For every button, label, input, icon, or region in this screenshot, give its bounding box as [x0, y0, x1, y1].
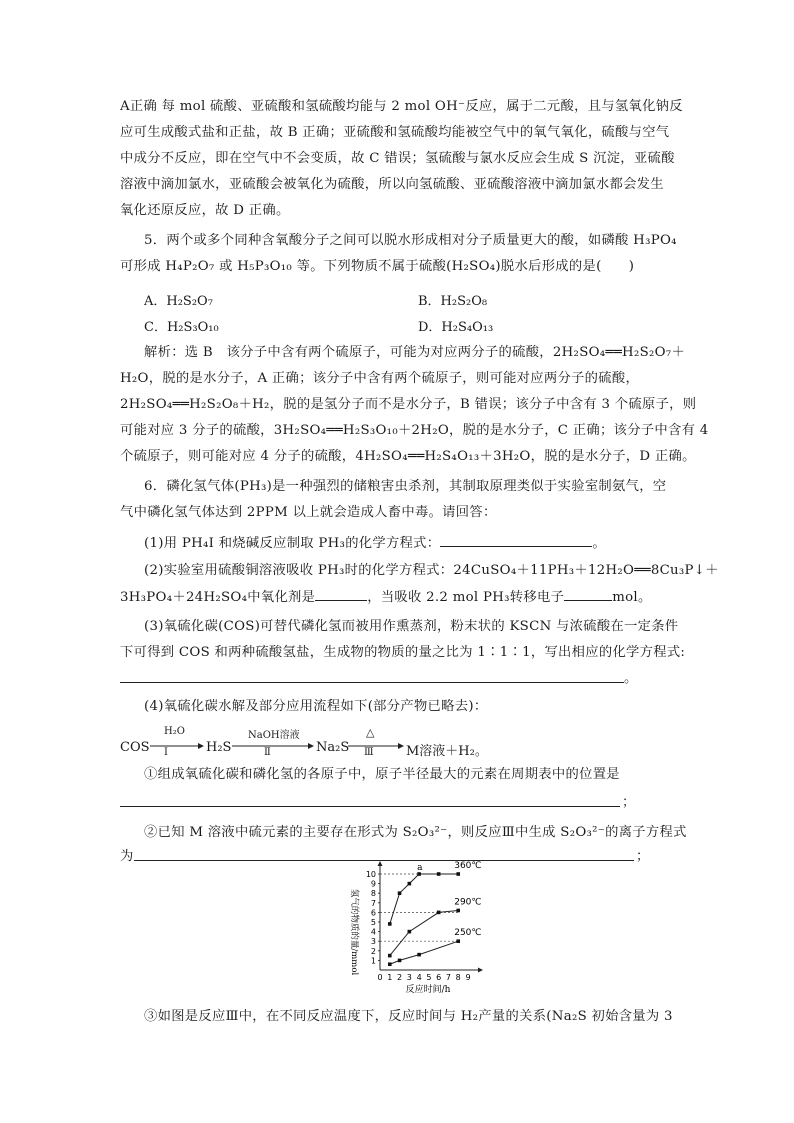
- answer-line[interactable]: [120, 806, 620, 807]
- paragraph-line: 应可生成酸式盐和正盐，故 B 正确；亚硫酸和氢硫酸均能被空气中的氧气氧化，硫酸与空气: [120, 125, 670, 140]
- punct: ；: [636, 849, 650, 864]
- sub-question-1: [144, 534, 704, 552]
- paragraph-line: 中成分不反应，即在空气中不会变质，故 C 错误；氢硫酸与氯水反应会生成 S 沉淀，亚硫酸: [120, 151, 675, 166]
- flow-intermediate-1: H₂S: [206, 740, 232, 755]
- y-tick-label: 1: [370, 956, 376, 966]
- x-tick-label: 0: [377, 973, 383, 982]
- answer-blank[interactable]: [315, 588, 367, 601]
- x-tick-label: 2: [397, 973, 403, 982]
- sub-question-2-line2: [120, 588, 680, 606]
- answer-line[interactable]: [134, 860, 634, 861]
- sub-question-3: (3)氧硫化碳(COS)可替代磷化氢而被用作熏蒸剂，粉末状的 KSCN 与浓硫酸在一定条件: [144, 619, 679, 634]
- data-point: [456, 872, 460, 876]
- option-d: D．H₂S₄O₁₃: [418, 320, 494, 335]
- data-point: [408, 882, 412, 886]
- y-tick-label: 8: [370, 889, 376, 899]
- data-point: [417, 953, 421, 957]
- option-c: C．H₂S₃O₁₀: [144, 320, 219, 335]
- option-b: B．H₂S₂O₈: [418, 294, 488, 309]
- y-tick-label: 6: [370, 908, 376, 918]
- sub-question-1-text: (1)用 PH₄I 和烧碱反应制取 PH₃的化学方程式：: [144, 536, 441, 551]
- text: 3H₃PO₄＋24H₂SO₄中氧化剂是: [120, 590, 316, 605]
- sub-item-1: ①组成氧硫化碳和磷化氢的各原子中，原子半径最大的元素在周期表中的位置是: [144, 767, 620, 782]
- step1-reagent: H₂O: [164, 726, 185, 737]
- option-a: A．H₂S₂O₇: [144, 294, 213, 309]
- step1-label: Ⅰ: [164, 747, 168, 758]
- x-tick-label: 5: [426, 973, 432, 982]
- chart-svg: [340, 861, 500, 1000]
- y-tick-label: 7: [370, 898, 376, 908]
- flow-intermediate-2: Na₂S: [316, 740, 350, 755]
- sub-item-2-line2: 为: [120, 849, 134, 864]
- data-point: [388, 922, 392, 926]
- step2-label: Ⅱ: [264, 747, 271, 758]
- x-tick-label: 9: [465, 973, 471, 982]
- answer-blank[interactable]: [564, 588, 612, 601]
- paragraph-line: 氧化还原反应，故 D 正确。: [120, 203, 290, 218]
- analysis-line: H₂O，脱的是水分子，A 正确；该分子中含有两个硫原子，则可能对应两分子的硫酸，: [120, 371, 640, 386]
- process-flow: [120, 728, 600, 758]
- heat-icon: △: [366, 726, 375, 739]
- point-annotation: a: [417, 863, 423, 873]
- sub-item-3: ③如图是反应Ⅲ中，在不同反应温度下，反应时间与 H₂产量的关系(Na₂S 初始含量为 3: [144, 1009, 673, 1024]
- sub-item-2: ②已知 M 溶液中硫元素的主要存在形式为 S₂O₃²⁻，则反应Ⅲ中生成 S₂O₃²⁻的离子方程式: [144, 825, 687, 840]
- data-point: [398, 959, 402, 963]
- y-tick-label: 9: [370, 879, 376, 889]
- sub-question-3: 下可得到 COS 和两种硫酸氢盐，生成物的物质的量之比为 1∶1∶1，写出相应的化学方程式:: [120, 645, 686, 660]
- answer-blank[interactable]: [440, 534, 592, 547]
- data-point: [456, 939, 460, 943]
- data-point: [398, 891, 402, 895]
- question-6-stem: 6．磷化氢气体(PH₃)是一种强烈的储粮害虫杀剂，其制取原理类似于实验室制氨气，空: [144, 479, 667, 494]
- x-tick-label: 7: [445, 973, 451, 982]
- series-line: [390, 874, 458, 924]
- data-point: [388, 954, 392, 958]
- data-point: [456, 909, 460, 913]
- sub-question-4: (4)氧硫化碳水解及部分应用流程如下(部分产物已略去)：: [144, 699, 488, 714]
- series-line: [390, 910, 458, 955]
- data-point: [437, 911, 441, 915]
- step3-label: Ⅲ: [364, 747, 374, 758]
- text: ，当吸收 2.2 mol PH₃转移电子: [367, 590, 565, 605]
- x-tick-label: 4: [416, 973, 422, 982]
- y-tick-label: 4: [370, 927, 376, 937]
- x-tick-label: 8: [455, 973, 461, 982]
- y-tick-label: 2: [370, 946, 376, 956]
- y-tick-label: 3: [370, 937, 376, 947]
- x-tick-label: 6: [436, 973, 442, 982]
- x-axis-label: 反应时间/h: [405, 985, 451, 995]
- series-label: 250℃: [454, 928, 482, 939]
- sub-question-2: (2)实验室用硫酸铜溶液吸收 PH₃时的化学方程式：24CuSO₄＋11PH₃＋12H₂O══8Cu₃P↓＋: [144, 563, 719, 578]
- question-5-stem: 5．两个或多个同种含氧酸分子之间可以脱水形成相对分子质量更大的酸，如磷酸 H₃PO₄: [144, 233, 677, 248]
- x-axis-arrow: [478, 968, 483, 973]
- data-point: [388, 962, 392, 966]
- question-5-stem: 可形成 H₄P₂O₇ 或 H₅P₃O₁₀ 等。下列物质不属于硫酸(H₂SO₄)脱水后形成的是( ): [120, 259, 635, 274]
- punct: 。: [624, 671, 638, 686]
- data-point: [437, 872, 441, 876]
- analysis-line: 个硫原子，则可能对应 4 分子的硫酸，4H₂SO₄══H₂S₄O₁₃＋3H₂O，脱的是水分子，D 正确。: [120, 449, 696, 464]
- step2-reagent: NaOH溶液: [248, 730, 300, 741]
- series-label: 290℃: [454, 897, 482, 908]
- y-tick-label: 5: [370, 918, 376, 927]
- y-tick-label: 10: [365, 870, 376, 879]
- data-point: [408, 930, 412, 934]
- h2-yield-chart: [340, 861, 500, 1000]
- analysis-line: 2H₂SO₄══H₂S₂O₈＋H₂，脱的是氢分子而不是水分子，B 错误；该分子中含有 3 个硫原子，则: [120, 397, 697, 412]
- punct: ；: [622, 795, 636, 810]
- arrow-3: [346, 728, 404, 758]
- x-tick-label: 1: [387, 973, 393, 982]
- x-tick-label: 3: [406, 973, 412, 982]
- flow-start: COS: [120, 740, 150, 755]
- analysis-line: 可能对应 3 分子的硫酸，3H₂SO₄══H₂S₃O₁₀＋2H₂O，脱的是水分子，C 正确；该分子中含有 4: [120, 423, 709, 438]
- analysis-line: 解析：选 B 该分子中含有两个硫原子，可能为对应两分子的硫酸，2H₂SO₄══H₂S₂O₇＋: [144, 345, 686, 360]
- punct: 。: [592, 536, 606, 551]
- paragraph-line: 溶液中滴加氯水，亚硫酸会被氧化为硫酸，所以向氢硫酸、亚硫酸溶液中滴加氯水都会发生: [120, 177, 664, 192]
- question-6-stem: 气中磷化氢气体达到 2PPM 以上就会造成人畜中毒。请回答：: [120, 505, 497, 520]
- paragraph-line: A正确 每 mol 硫酸、亚硫酸和氢硫酸均能与 2 mol OH⁻反应，属于二元酸，且与氢氧化钠反: [120, 99, 683, 114]
- y-axis-label: 氢气的物质的量/mmol: [349, 888, 359, 976]
- flow-end: M溶液＋H₂。: [406, 744, 488, 759]
- answer-line[interactable]: [120, 682, 624, 683]
- series-label: 360℃: [454, 861, 482, 871]
- text: mol。: [612, 590, 652, 605]
